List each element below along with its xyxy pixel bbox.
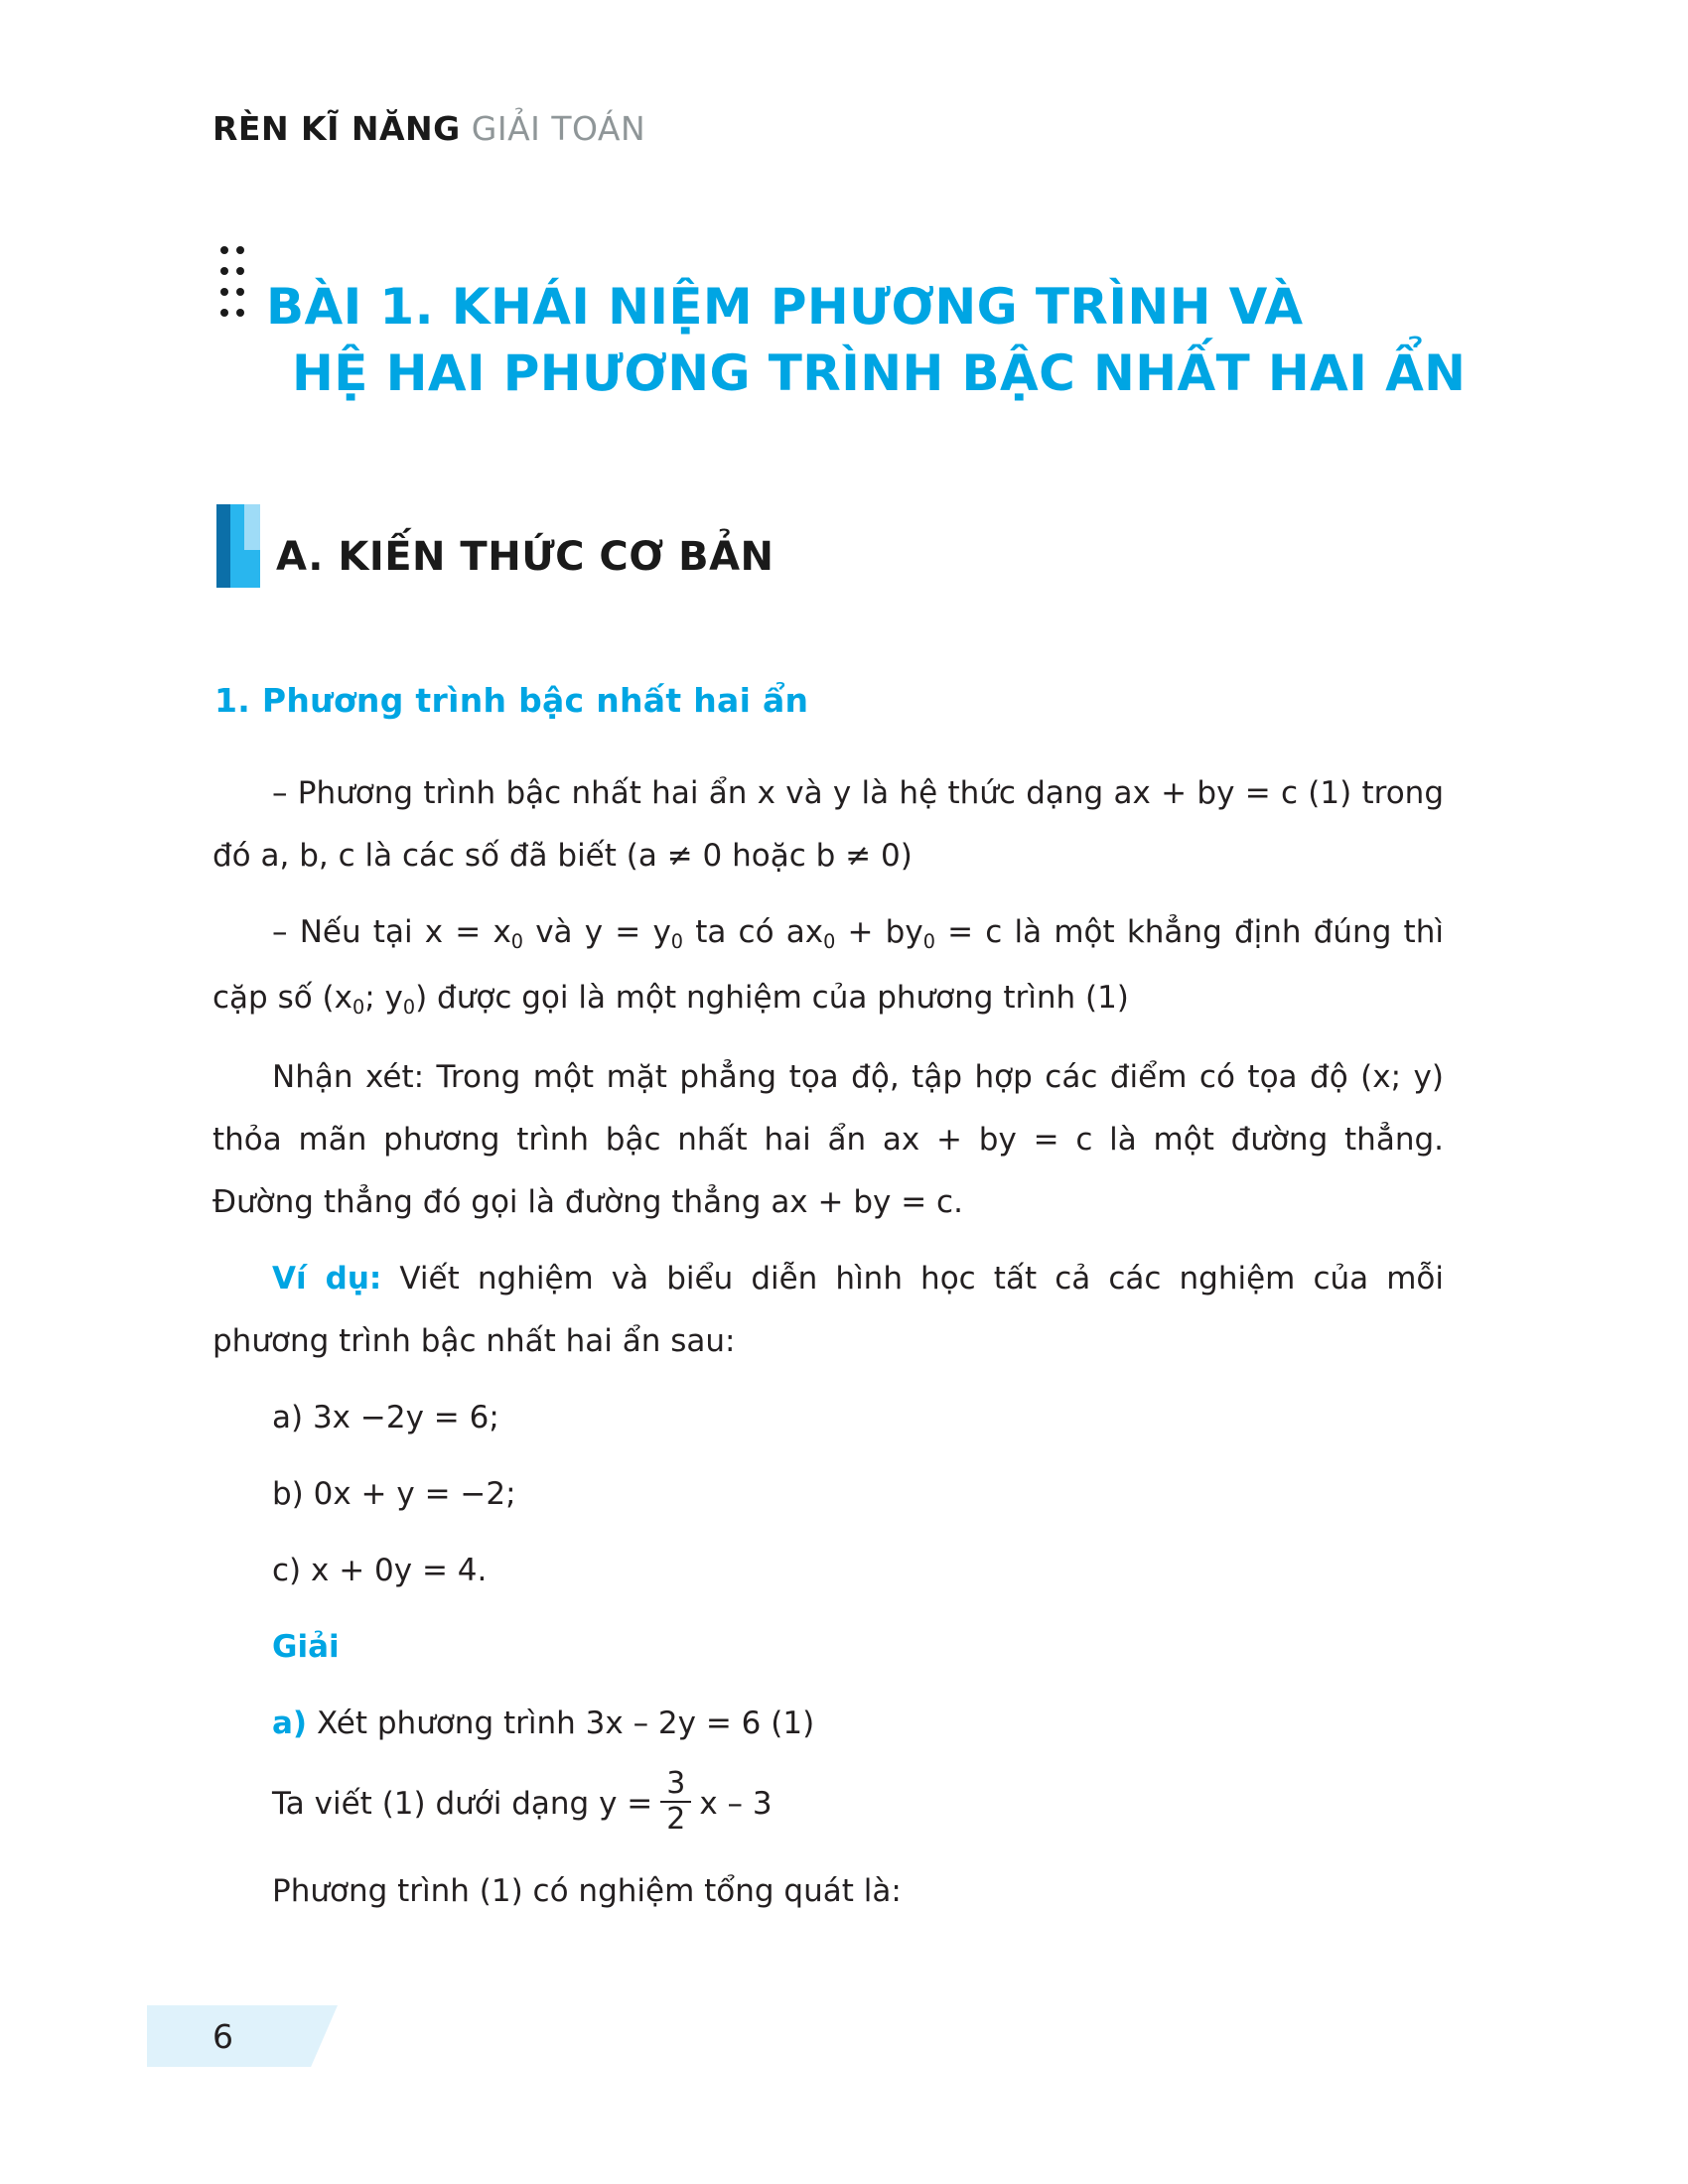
solution-label: Giải xyxy=(272,1629,340,1665)
paragraph-remark-text: Nhận xét: Trong một mặt phẳng tọa độ, tập hợp các điểm có tọa độ (x; y) thỏa mãn phương trình bậc nhất hai ẩn ax + by = c là một đường thẳng. Đường thẳng đó gọi là đường thẳng ax + by = c. xyxy=(212,1059,1444,1220)
paragraph-remark xyxy=(212,1046,1444,1234)
page-number-tab xyxy=(147,2005,338,2067)
example-item-a xyxy=(212,1387,1444,1449)
paragraph-definition xyxy=(212,762,1444,887)
section-a-heading xyxy=(216,504,774,588)
running-head-bold: RÈN KĨ NĂNG xyxy=(212,109,461,148)
paragraph-general-solution-text: Phương trình (1) có nghiệm tổng quát là: xyxy=(272,1873,902,1909)
body-content xyxy=(212,762,1444,1937)
dot-grid-icon xyxy=(220,246,250,318)
paragraph-definition-part1: – Phương trình bậc nhất hai ẩn x và y là hệ thức dạng ax + by = c (1) trong đó a, b, c là các số đã biết (a xyxy=(212,775,1444,874)
example-item-c-text: c) x + 0y = 4. xyxy=(272,1553,488,1588)
p2-sub-1: 0 xyxy=(510,930,524,954)
example-text: Viết nghiệm và biểu diễn hình học tất cả các nghiệm của mỗi phương trình bậc nhất hai ẩn sau: xyxy=(212,1261,1444,1359)
fraction-numerator: 3 xyxy=(666,1766,686,1801)
solution-part-a-label: a) xyxy=(272,1706,308,1741)
example-label: Ví dụ: xyxy=(272,1261,382,1297)
page-title xyxy=(266,274,1487,408)
paragraph-definition-part3: 0) xyxy=(871,838,913,874)
book-icon xyxy=(216,504,260,588)
formula-suffix: x – 3 xyxy=(699,1785,773,1822)
paragraph-example xyxy=(212,1248,1444,1373)
page-title-line-2: HỆ HAI PHƯƠNG TRÌNH BẬC NHẤT HAI ẨN xyxy=(292,344,1467,402)
example-item-a-text: a) 3x −2y = 6; xyxy=(272,1400,499,1435)
p2-sub-5: 0 xyxy=(352,996,365,1020)
p2-e: = c là một khẳng định đúng thì cặp số (x xyxy=(212,914,1444,1016)
p2-sub-4: 0 xyxy=(922,930,935,954)
not-equal-symbol-2: ≠ xyxy=(845,838,872,874)
running-head-light: GIẢI TOÁN xyxy=(471,109,646,148)
p2-g: ) được gọi là một nghiệm của phương trình (1) xyxy=(415,980,1129,1016)
formula-prefix: Ta viết (1) dưới dạng y = xyxy=(272,1785,653,1822)
p2-c: ta có ax xyxy=(683,914,824,950)
p2-b: và y = y xyxy=(523,914,671,950)
paragraph-definition-part2: 0 hoặc b xyxy=(692,838,846,874)
example-item-c xyxy=(212,1540,1444,1602)
example-item-b-text: b) 0x + y = −2; xyxy=(272,1476,516,1512)
section-a-title: A. KIẾN THỨC CƠ BẢN xyxy=(276,534,774,580)
example-item-b xyxy=(212,1463,1444,1526)
fraction-three-halves xyxy=(660,1767,691,1837)
page-number: 6 xyxy=(212,2017,233,2056)
p2-sub-2: 0 xyxy=(670,930,684,954)
p2-sub-6: 0 xyxy=(402,996,416,1020)
solution-part-a xyxy=(212,1693,1444,1755)
running-head xyxy=(212,109,645,148)
page-title-line-1: BÀI 1. KHÁI NIỆM PHƯƠNG TRÌNH VÀ xyxy=(266,277,1304,336)
not-equal-symbol-1: ≠ xyxy=(666,838,693,874)
p2-d: + by xyxy=(835,914,923,950)
solution-heading xyxy=(212,1616,1444,1679)
page-number-tab-shape xyxy=(147,2005,338,2067)
paragraph-general-solution xyxy=(212,1860,1444,1923)
paragraph-solution-definition xyxy=(212,901,1444,1032)
subsection-heading: 1. Phương trình bậc nhất hai ẩn xyxy=(214,681,809,720)
p2-f: ; y xyxy=(364,980,403,1016)
formula-line xyxy=(212,1766,1444,1839)
solution-part-a-text: Xét phương trình 3x – 2y = 6 (1) xyxy=(307,1706,815,1741)
p2-a: – Nếu tại x = x xyxy=(272,914,511,950)
fraction-denominator: 2 xyxy=(660,1801,691,1837)
p2-sub-3: 0 xyxy=(823,930,836,954)
